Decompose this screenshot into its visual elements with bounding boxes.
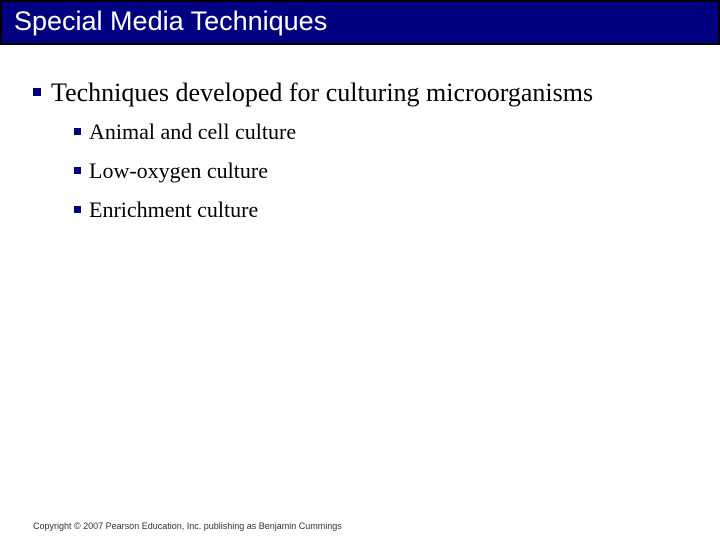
square-bullet-icon (74, 167, 81, 174)
sub-bullet-item (74, 197, 258, 223)
copyright-footer: Copyright © 2007 Pearson Education, Inc. publishing as Benjamin Cummings (33, 521, 342, 531)
sub-bullet-text: Enrichment culture (89, 197, 259, 222)
bullet-text: Techniques developed for culturing microorganisms (51, 78, 594, 107)
sub-bullet-text: Animal and cell culture (89, 119, 297, 144)
sub-bullet-item (74, 158, 268, 184)
square-bullet-icon (33, 88, 41, 96)
slide-title-bar (0, 0, 720, 45)
square-bullet-icon (74, 128, 81, 135)
sub-bullet-item (74, 119, 296, 145)
sub-bullet-text: Low-oxygen culture (89, 158, 268, 183)
slide-title: Special Media Techniques (14, 6, 328, 36)
bullet-item (33, 78, 593, 108)
square-bullet-icon (74, 206, 81, 213)
